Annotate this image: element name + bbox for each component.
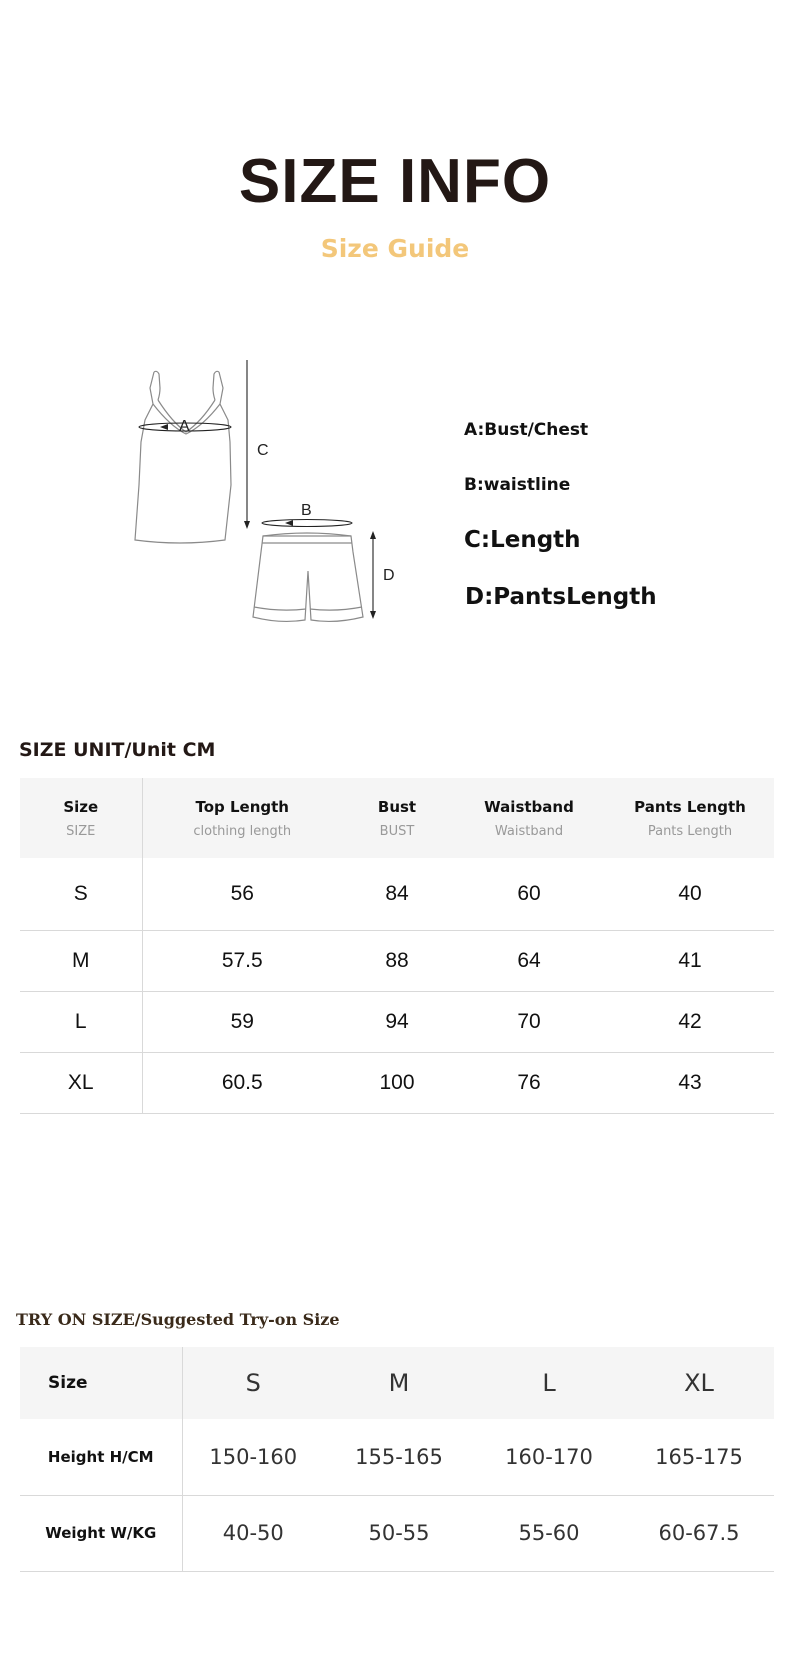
tryon-header-cell: M xyxy=(388,1369,410,1397)
legend-waist: B:waistline xyxy=(464,475,571,495)
size-table-header-row xyxy=(20,778,774,858)
tryon-table-title: TRY ON SIZE/Suggested Try-on Size xyxy=(16,1310,340,1329)
table-row xyxy=(20,858,774,930)
label-d: D xyxy=(383,567,395,584)
shorts-drawing xyxy=(253,533,363,621)
table-cell: 59 xyxy=(230,1009,254,1033)
table-cell: 41 xyxy=(678,948,702,972)
tryon-header-cell: XL xyxy=(684,1369,714,1397)
row-label-weight: Weight W/KG xyxy=(20,1495,182,1571)
label-a: A xyxy=(179,418,190,435)
legend-pants-length: D:PantsLength xyxy=(465,584,657,610)
table-row xyxy=(20,1419,774,1495)
tryon-table xyxy=(20,1347,774,1572)
page-subtitle: Size Guide xyxy=(320,234,470,263)
table-cell: 56 xyxy=(230,881,254,905)
table-cell: 64 xyxy=(517,948,541,972)
table-cell: 100 xyxy=(379,1070,415,1094)
table-cell: 94 xyxy=(385,1009,409,1033)
table-cell: 70 xyxy=(517,1009,541,1033)
table-cell: 165-175 xyxy=(655,1444,743,1469)
table-cell: 55-60 xyxy=(518,1521,580,1545)
table-cell: XL xyxy=(20,1052,142,1113)
size-table xyxy=(20,778,774,1114)
label-b: B xyxy=(301,502,312,519)
table-cell: 57.5 xyxy=(221,948,263,972)
tryon-header-size: Size xyxy=(20,1347,182,1419)
camisole-drawing xyxy=(135,371,231,543)
table-row xyxy=(20,991,774,1052)
table-cell: 50-55 xyxy=(368,1521,430,1545)
table-cell: 76 xyxy=(517,1070,541,1094)
table-cell: M xyxy=(20,930,142,991)
label-c: C xyxy=(257,442,269,459)
table-cell: 60.5 xyxy=(221,1070,263,1094)
table-cell: 40-50 xyxy=(222,1521,284,1545)
table-row xyxy=(20,1495,774,1571)
legend-length: C:Length xyxy=(464,527,581,553)
table-cell: 84 xyxy=(385,881,409,905)
tryon-header-cell: L xyxy=(542,1369,556,1397)
table-cell: S xyxy=(20,858,142,930)
table-row xyxy=(20,930,774,991)
table-cell: 88 xyxy=(385,948,409,972)
header-size: Size SIZE xyxy=(20,778,142,858)
table-cell: 60 xyxy=(517,881,541,905)
table-row xyxy=(20,1052,774,1113)
page-title: SIZE INFO xyxy=(238,147,552,216)
table-cell: 155-165 xyxy=(355,1444,443,1469)
tryon-header-row xyxy=(20,1347,774,1419)
header-waistband: Waistband Waistband xyxy=(484,797,574,839)
table-cell: 43 xyxy=(678,1070,702,1094)
garment-diagram xyxy=(130,360,430,670)
row-label-height: Height H/CM xyxy=(20,1419,182,1495)
header-bust: Bust BUST xyxy=(377,797,417,839)
header-pants-length: Pants Length Pants Length xyxy=(634,797,746,839)
table-cell: 42 xyxy=(678,1009,702,1033)
table-cell: 150-160 xyxy=(209,1444,298,1469)
legend-bust: A:Bust/Chest xyxy=(464,420,589,440)
table-cell: 60-67.5 xyxy=(658,1521,740,1545)
table-cell: 40 xyxy=(678,881,702,905)
size-table-title: SIZE UNIT/Unit CM xyxy=(19,739,216,761)
table-cell: L xyxy=(20,991,142,1052)
table-cell: 160-170 xyxy=(505,1444,593,1469)
waist-measure-line xyxy=(262,520,352,527)
tryon-header-cell: S xyxy=(245,1369,261,1397)
header-top-length: Top Length clothing length xyxy=(193,797,292,839)
